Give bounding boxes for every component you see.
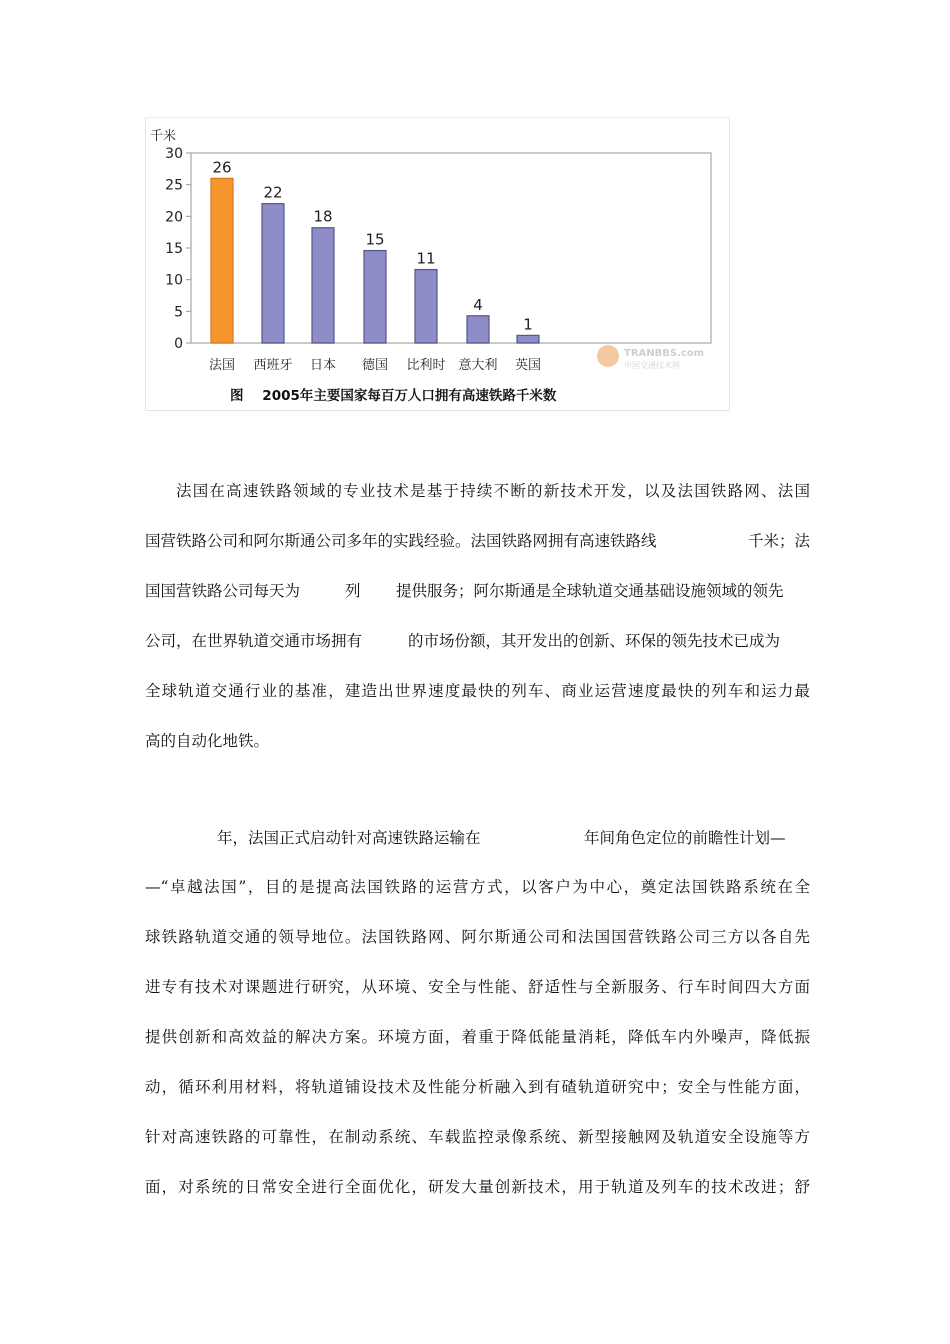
text-run: 针对高速铁路的可靠性，在制动系统、车载监控录像系统、新型接触网及轨道安全设施等方	[145, 1128, 810, 1146]
text-run: 球铁路轨道交通的领导地位。法国铁路网、阿尔斯通公司和法国国营铁路公司三方以各自先	[145, 928, 810, 946]
watermark-main: TRANBBS.com	[624, 348, 705, 359]
x-tick-label: 西班牙	[253, 358, 293, 373]
y-tick-label: 30	[165, 146, 183, 162]
text-run: 千米；法	[747, 532, 810, 550]
bar-4	[364, 251, 386, 343]
watermark-sub: 中国交通技术网	[624, 361, 680, 370]
text-line	[145, 976, 810, 998]
data-label: 4	[473, 295, 483, 314]
text-run: 年间角色定位的前瞻性计划—	[584, 829, 786, 847]
bar-6	[467, 316, 489, 343]
text-run: 公司，在世界轨道交通市场拥有	[145, 632, 363, 650]
bar-chart	[146, 118, 731, 412]
bar-5	[415, 270, 437, 343]
text-line	[145, 1076, 810, 1098]
text-run: 国营铁路公司和阿尔斯通公司多年的实践经验。法国铁路网拥有高速铁路线	[145, 532, 657, 550]
text-line	[145, 926, 810, 948]
data-label: 26	[212, 158, 232, 177]
x-tick-label: 德国	[361, 358, 389, 373]
chart-title: 图 2005年主要国家每百万人口拥有高速铁路千米数	[230, 388, 557, 404]
x-tick-label: 意大利	[458, 358, 498, 373]
watermark-logo-mark	[597, 345, 619, 367]
text-run: 国国营铁路公司每天为	[145, 582, 301, 600]
text-run: 提供服务；阿尔斯通是全球轨道交通基础设施领域的领先	[396, 582, 784, 600]
bar-7	[517, 335, 539, 343]
text-line	[145, 1176, 810, 1198]
x-tick-label: 英国	[514, 358, 542, 373]
y-tick-label: 10	[165, 272, 183, 289]
text-run: 法国在高速铁路领域的专业技术是基于持续不断的新技术开发，以及法国铁路网、法国	[176, 482, 810, 500]
text-run: 提供创新和高效益的解决方案。环境方面，着重于降低能量消耗，降低车内外噪声，降低振	[145, 1028, 810, 1046]
data-label: 22	[263, 183, 283, 202]
bar-3	[312, 228, 334, 343]
bar-1	[211, 178, 233, 343]
y-tick-label: 5	[174, 304, 183, 321]
y-axis-label: 千米	[150, 129, 177, 144]
x-tick-label: 日本	[309, 358, 337, 373]
text-run: 高的自动化地铁。	[145, 732, 270, 750]
text-run: 动，循环利用材料，将轨道铺设技术及性能分析融入到有碴轨道研究中；安全与性能方面，	[145, 1078, 810, 1096]
text-line	[145, 730, 810, 752]
data-label: 15	[365, 230, 385, 249]
text-run: 列	[345, 582, 361, 600]
bar-2	[262, 204, 284, 343]
y-tick-label: 25	[165, 177, 183, 194]
text-line	[145, 1026, 810, 1048]
y-tick-label: 0	[174, 336, 183, 352]
text-line	[145, 680, 810, 702]
x-tick-label: 比利时	[406, 358, 446, 373]
x-tick-label: 法国	[208, 358, 236, 373]
text-line	[145, 876, 810, 898]
data-label: 1	[523, 315, 533, 334]
text-run: 全球轨道交通行业的基准，建造出世界速度最快的列车、商业运营速度最快的列车和运力最	[145, 682, 810, 700]
text-run: —“卓越法国”，目的是提高法国铁路的运营方式，以客户为中心，奠定法国铁路系统在全	[145, 878, 810, 896]
y-tick-label: 15	[165, 241, 183, 257]
y-tick-label: 20	[165, 209, 183, 226]
data-label: 18	[313, 207, 333, 226]
text-run: 进专有技术对课题进行研究，从环境、安全与性能、舒适性与全新服务、行车时间四大方面	[145, 978, 810, 996]
text-line	[145, 1126, 810, 1148]
text-line	[145, 480, 810, 502]
text-run: 年，法国正式启动针对高速铁路运输在	[217, 829, 481, 847]
chart-figure	[145, 117, 730, 411]
data-label: 11	[416, 249, 436, 268]
text-run: 面，对系统的日常安全进行全面优化，研发大量创新技术，用于轨道及列车的技术改进；舒	[145, 1178, 810, 1196]
text-run: 的市场份额，其开发出的创新、环保的领先技术已成为	[408, 632, 781, 650]
